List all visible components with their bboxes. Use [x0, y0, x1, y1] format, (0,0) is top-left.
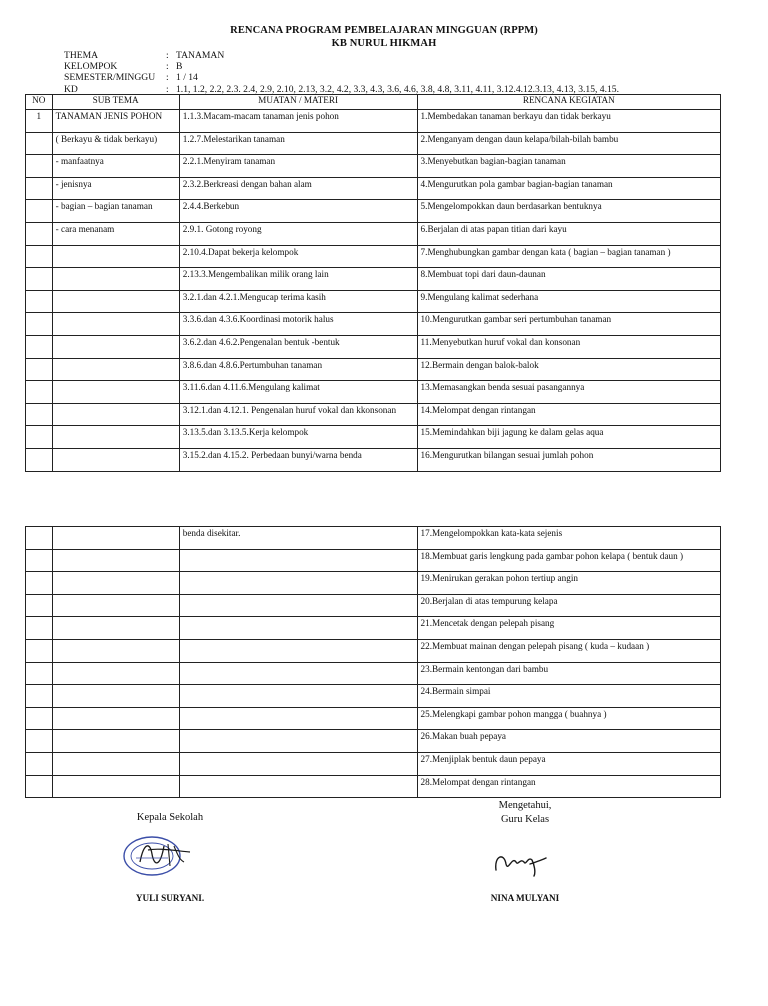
cell-no [26, 662, 53, 685]
cell-sub-tema: - manfaatnya [52, 155, 179, 178]
cell-rencana: 23.Bermain kentongan dari bambu [417, 662, 720, 685]
activity-table-page1 [25, 94, 721, 472]
cell-rencana: 2.Menganyam dengan daun kelapa/bilah-bilah bambu [417, 132, 720, 155]
cell-sub-tema [52, 358, 179, 381]
cell-rencana: 9.Mengulang kalimat sederhana [417, 290, 720, 313]
cell-rencana: 18.Membuat garis lengkung pada gambar pohon kelapa ( bentuk daun ) [417, 549, 720, 572]
table-row [26, 752, 721, 775]
table-row [26, 177, 721, 200]
cell-sub-tema [52, 775, 179, 798]
cell-sub-tema [52, 335, 179, 358]
meta-row-semester [64, 72, 619, 83]
cell-sub-tema [52, 685, 179, 708]
cell-muatan: 3.15.2.dan 4.15.2. Perbedaan bunyi/warna benda [179, 448, 417, 471]
cell-no: 1 [26, 110, 53, 133]
cell-sub-tema [52, 662, 179, 685]
cell-rencana: 6.Berjalan di atas papan titian dari kayu [417, 222, 720, 245]
cell-muatan: 2.3.2.Berkreasi dengan bahan alam [179, 177, 417, 200]
cell-no [26, 617, 53, 640]
cell-muatan: 1.2.7.Melestarikan tanaman [179, 132, 417, 155]
principal-title: Kepala Sekolah [136, 812, 204, 823]
cell-no [26, 730, 53, 753]
cell-muatan: 1.1.3.Macam-macam tanaman jenis pohon [179, 110, 417, 133]
cell-rencana: 22.Membuat mainan dengan pelepah pisang ( kuda – kudaan ) [417, 639, 720, 662]
cell-rencana: 17.Mengelompokkan kata-kata sejenis [417, 527, 720, 550]
cell-sub-tema [52, 313, 179, 336]
meta-sep: : [166, 50, 169, 61]
cell-rencana: 3.Menyebutkan bagian-bagian tanaman [417, 155, 720, 178]
cell-sub-tema: - cara menanam [52, 222, 179, 245]
cell-sub-tema [52, 707, 179, 730]
cell-sub-tema [52, 245, 179, 268]
cell-muatan: 3.12.1.dan 4.12.1. Pengenalan huruf vokal dan kkonsonan [179, 403, 417, 426]
cell-no [26, 132, 53, 155]
table-row [26, 730, 721, 753]
table-row [26, 132, 721, 155]
cell-rencana: 27.Menjiplak bentuk daun pepaya [417, 752, 720, 775]
cell-muatan [179, 594, 417, 617]
table-row [26, 222, 721, 245]
meta-block [64, 50, 619, 95]
cell-no [26, 685, 53, 708]
acknowledged-label: Mengetahui, [498, 800, 552, 811]
table-row [26, 685, 721, 708]
cell-sub-tema [52, 381, 179, 404]
cell-rencana: 12.Bermain dengan balok-balok [417, 358, 720, 381]
meta-key: THEMA [64, 50, 99, 61]
table-row [26, 662, 721, 685]
cell-rencana: 20.Berjalan di atas tempurung kelapa [417, 594, 720, 617]
cell-sub-tema [52, 572, 179, 595]
cell-no [26, 200, 53, 223]
cell-no [26, 594, 53, 617]
cell-sub-tema [52, 448, 179, 471]
document-subtitle: KB NURUL HIKMAH [331, 38, 437, 49]
cell-rencana: 1.Membedakan tanaman berkayu dan tidak berkayu [417, 110, 720, 133]
cell-muatan [179, 775, 417, 798]
meta-key: KELOMPOK [64, 61, 118, 73]
cell-no [26, 381, 53, 404]
cell-no [26, 245, 53, 268]
meta-sep: : [166, 72, 169, 84]
cell-no [26, 177, 53, 200]
cell-muatan: 2.10.4.Dapat bekerja kelompok [179, 245, 417, 268]
cell-no [26, 775, 53, 798]
table-row [26, 527, 721, 550]
cell-sub-tema [52, 290, 179, 313]
meta-row-thema [64, 50, 619, 61]
table-row [26, 313, 721, 336]
cell-rencana: 16.Mengurutkan bilangan sesuai jumlah pohon [417, 448, 720, 471]
cell-no [26, 268, 53, 291]
cell-rencana: 21.Mencetak dengan pelepah pisang [417, 617, 720, 640]
cell-no [26, 549, 53, 572]
table-row [26, 110, 721, 133]
cell-rencana: 10.Mengurutkan gambar seri pertumbuhan tanaman [417, 313, 720, 336]
meta-row-kelompok [64, 61, 619, 72]
table-row [26, 358, 721, 381]
header-rencana: RENCANA KEGIATAN [417, 95, 720, 110]
meta-value: TANAMAN [176, 50, 225, 61]
meta-sep: : [166, 61, 169, 73]
table-row [26, 775, 721, 798]
cell-rencana: 19.Menirukan gerakan pohon tertiup angin [417, 572, 720, 595]
cell-no [26, 290, 53, 313]
teacher-title: Guru Kelas [500, 814, 550, 825]
cell-sub-tema [52, 617, 179, 640]
cell-rencana: 25.Melengkapi gambar pohon mangga ( buahnya ) [417, 707, 720, 730]
cell-rencana: 4.Mengurutkan pola gambar bagian-bagian tanaman [417, 177, 720, 200]
cell-muatan [179, 662, 417, 685]
table-row [26, 549, 721, 572]
cell-muatan: 3.3.6.dan 4.3.6.Koordinasi motorik halus [179, 313, 417, 336]
cell-sub-tema: - jenisnya [52, 177, 179, 200]
cell-muatan [179, 639, 417, 662]
cell-muatan: 3.6.2.dan 4.6.2.Pengenalan bentuk -bentuk [179, 335, 417, 358]
cell-sub-tema [52, 639, 179, 662]
cell-no [26, 639, 53, 662]
cell-sub-tema: TANAMAN JENIS POHON [52, 110, 179, 133]
meta-sep: : [166, 83, 169, 95]
cell-no [26, 448, 53, 471]
cell-muatan: benda disekitar. [179, 527, 417, 550]
table-row [26, 403, 721, 426]
cell-muatan: 3.2.1.dan 4.2.1.Mengucap terima kasih [179, 290, 417, 313]
meta-value: 1.1, 1.2, 2.2, 2.3. 2.4, 2.9, 2.10, 2.13, 3.2, 4.2, 3.3, 4.3, 3.6, 4.6, 3.8, 4.8, 3.11, 4.11, 3.12.4.12.3.13, 4.13, 3.15, 4.15. [176, 83, 619, 95]
cell-muatan [179, 730, 417, 753]
table-row [26, 155, 721, 178]
meta-value: 1 / 14 [176, 72, 198, 84]
cell-muatan: 2.4.4.Berkebun [179, 200, 417, 223]
cell-rencana: 28.Melompat dengan rintangan [417, 775, 720, 798]
table-row [26, 290, 721, 313]
cell-no [26, 527, 53, 550]
cell-no [26, 335, 53, 358]
cell-sub-tema [52, 730, 179, 753]
meta-key: KD [64, 83, 78, 95]
cell-sub-tema: ( Berkayu & tidak berkayu) [52, 132, 179, 155]
cell-rencana: 11.Menyebutkan huruf vokal dan konsonan [417, 335, 720, 358]
teacher-name: NINA MULYANI [490, 893, 560, 903]
cell-muatan [179, 707, 417, 730]
cell-muatan: 2.13.3.Mengembalikan milik orang lain [179, 268, 417, 291]
cell-sub-tema [52, 594, 179, 617]
table-row [26, 200, 721, 223]
table-row [26, 335, 721, 358]
table-row [26, 594, 721, 617]
cell-muatan: 3.13.5.dan 3.13.5.Kerja kelompok [179, 426, 417, 449]
table-row [26, 381, 721, 404]
cell-rencana: 7.Menghubungkan gambar dengan kata ( bagian – bagian tanaman ) [417, 245, 720, 268]
cell-no [26, 222, 53, 245]
cell-muatan: 3.8.6.dan 4.8.6.Pertumbuhan tanaman [179, 358, 417, 381]
table-row [26, 707, 721, 730]
cell-muatan: 2.9.1. Gotong royong [179, 222, 417, 245]
principal-name: YULI SURYANI. [135, 893, 205, 903]
cell-muatan [179, 685, 417, 708]
cell-muatan: 3.11.6.dan 4.11.6.Mengulang kalimat [179, 381, 417, 404]
header-no: NO [26, 95, 53, 110]
cell-rencana: 13.Memasangkan benda sesuai pasangannya [417, 381, 720, 404]
meta-key: SEMESTER/MINGGU [64, 72, 156, 84]
document-title: RENCANA PROGRAM PEMBELAJARAN MINGGUAN (RPPM) [230, 25, 538, 36]
cell-muatan: 2.2.1.Menyiram tanaman [179, 155, 417, 178]
cell-muatan [179, 572, 417, 595]
table-row [26, 426, 721, 449]
cell-sub-tema [52, 527, 179, 550]
cell-rencana: 5.Mengelompokkan daun berdasarkan bentuknya [417, 200, 720, 223]
cell-sub-tema [52, 426, 179, 449]
cell-no [26, 358, 53, 381]
table-row [26, 639, 721, 662]
cell-no [26, 707, 53, 730]
cell-muatan [179, 617, 417, 640]
cell-sub-tema [52, 268, 179, 291]
table-row [26, 617, 721, 640]
meta-value: B [176, 61, 183, 73]
cell-no [26, 155, 53, 178]
table-row [26, 245, 721, 268]
table-header-row [26, 95, 721, 110]
table-row [26, 268, 721, 291]
cell-rencana: 8.Membuat topi dari daun-daunan [417, 268, 720, 291]
cell-rencana: 26.Makan buah pepaya [417, 730, 720, 753]
cell-rencana: 24.Bermain simpai [417, 685, 720, 708]
cell-no [26, 313, 53, 336]
cell-no [26, 426, 53, 449]
header-sub-tema: SUB TEMA [52, 95, 179, 110]
school-stamp-icon [118, 832, 198, 880]
cell-sub-tema [52, 549, 179, 572]
cell-no [26, 752, 53, 775]
cell-rencana: 15.Memindahkan biji jagung ke dalam gelas aqua [417, 426, 720, 449]
activity-table-page2 [25, 526, 721, 798]
cell-sub-tema [52, 752, 179, 775]
cell-sub-tema [52, 403, 179, 426]
table-row [26, 572, 721, 595]
table-row [26, 448, 721, 471]
cell-no [26, 403, 53, 426]
cell-muatan [179, 752, 417, 775]
cell-no [26, 572, 53, 595]
teacher-signature-icon [490, 846, 550, 878]
header-muatan: MUATAN / MATERI [179, 95, 417, 110]
cell-sub-tema: - bagian – bagian tanaman [52, 200, 179, 223]
cell-muatan [179, 549, 417, 572]
cell-rencana: 14.Melompat dengan rintangan [417, 403, 720, 426]
